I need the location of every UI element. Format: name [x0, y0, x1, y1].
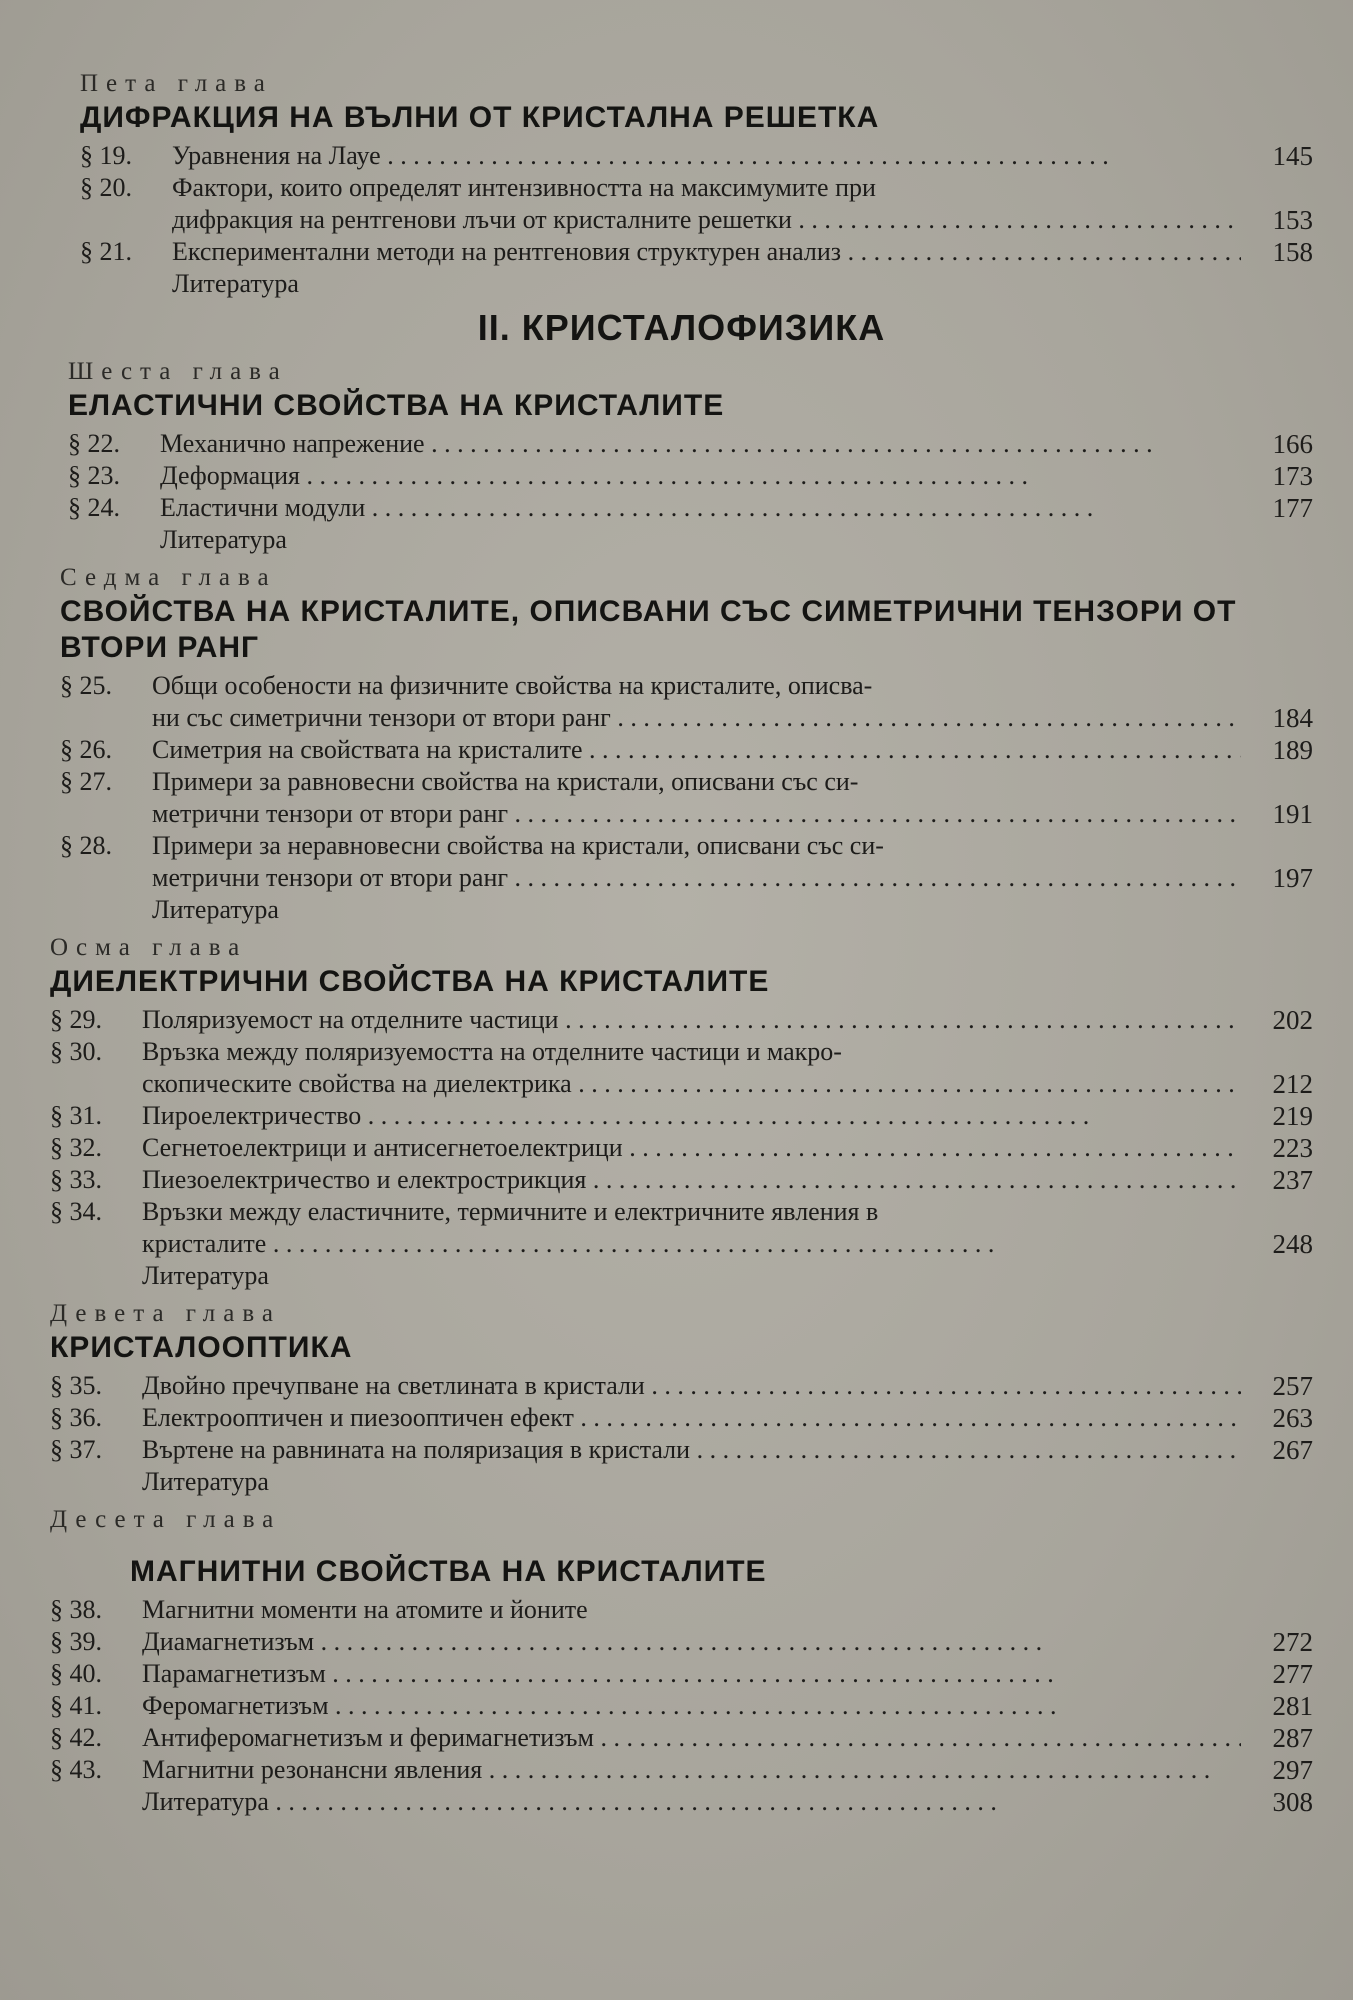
toc-entry[interactable] — [50, 1196, 1313, 1260]
section-title: Връзки между еластичните, термичните и електричните явления в — [142, 1197, 879, 1226]
section-number: § 28. — [60, 831, 112, 860]
toc-entry[interactable] — [50, 1786, 1313, 1818]
page-number: 191 — [1272, 799, 1313, 829]
section-title: Пироелектричество . . . — [142, 1100, 1241, 1132]
toc-entry[interactable] — [60, 766, 1313, 830]
page-number: 219 — [1272, 1101, 1313, 1131]
chapter-label: Десета глава — [50, 1506, 282, 1533]
section-number: § 42. — [50, 1723, 102, 1752]
page-number: 202 — [1272, 1005, 1313, 1035]
chapter-10 — [50, 1504, 1313, 1818]
chapter-6 — [68, 356, 1313, 556]
toc-entry[interactable] — [60, 670, 1313, 734]
literature-entry[interactable]: Литература — [160, 525, 287, 554]
page-number: 145 — [1272, 141, 1313, 171]
section-number: § 26. — [60, 735, 112, 764]
page-number: 267 — [1272, 1435, 1313, 1465]
section-number: § 22. — [68, 429, 120, 458]
page-number: 263 — [1272, 1403, 1313, 1433]
page-number: 177 — [1272, 493, 1313, 523]
section-title: Двойно пречупване на светлината в кристали . . . — [142, 1370, 1241, 1402]
toc-entry[interactable] — [60, 830, 1313, 894]
page-number: 166 — [1272, 429, 1313, 459]
section-number: § 39. — [50, 1627, 102, 1656]
section-title: Диамагнетизъм . . . — [142, 1626, 1241, 1658]
section-title: Еластични модули . . . — [160, 492, 1241, 524]
page-number: 281 — [1272, 1691, 1313, 1721]
section-title-cont: ни със симетрични тензори от втори ранг . . . — [152, 702, 1241, 734]
section-title: Уравнения на Лауе . . . — [172, 140, 1241, 172]
chapter-label: Шеста глава — [68, 358, 288, 385]
section-number: § 32. — [50, 1133, 102, 1162]
section-title: Връзка между поляризуемостта на отделните частици и макро- — [142, 1037, 842, 1066]
chapter-7 — [60, 562, 1313, 926]
toc-entry[interactable] — [50, 1594, 1313, 1626]
literature-entry[interactable]: Литература . . . — [142, 1786, 1241, 1818]
toc-entry[interactable] — [50, 1690, 1313, 1722]
section-title: Сегнетоелектрици и антисегнетоелектрици . . . — [142, 1132, 1241, 1164]
page-number: 212 — [1272, 1069, 1313, 1099]
toc-entry[interactable] — [50, 1658, 1313, 1690]
page-number: 277 — [1272, 1659, 1313, 1689]
toc-entry[interactable] — [68, 460, 1313, 492]
section-number: § 35. — [50, 1371, 102, 1400]
section-title: Механично напрежение . . . — [160, 428, 1241, 460]
section-title: Деформация . . . — [160, 460, 1241, 492]
section-title: Пиезоелектричество и електрострикция . . . — [142, 1164, 1241, 1196]
chapter-label: Девета глава — [50, 1300, 281, 1327]
section-number: § 24. — [68, 493, 120, 522]
section-title: Общи особености на физичните свойства на кристалите, описва- — [152, 671, 873, 700]
section-number: § 34. — [50, 1197, 102, 1226]
toc-entry[interactable] — [80, 140, 1313, 172]
chapter-title: ДИФРАКЦИЯ НА ВЪЛНИ ОТ КРИСТАЛНА РЕШЕТКА — [80, 101, 880, 134]
section-number: § 30. — [50, 1037, 102, 1066]
toc-entry[interactable] — [50, 1434, 1313, 1466]
section-title-cont: метрични тензори от втори ранг . . . — [152, 862, 1241, 894]
section-number: § 25. — [60, 671, 112, 700]
toc-entry[interactable] — [80, 236, 1313, 268]
section-number: § 33. — [50, 1165, 102, 1194]
section-title-cont: дифракция на рентгенови лъчи от кристалните решетки . . . — [172, 204, 1241, 236]
section-title-cont: кристалите . . . — [142, 1228, 1241, 1260]
chapter-label: Осма глава — [50, 934, 248, 961]
page-number: 189 — [1272, 735, 1313, 765]
section-number: § 37. — [50, 1435, 102, 1464]
page-number: 197 — [1272, 863, 1313, 893]
section-title-cont: метрични тензори от втори ранг . . . — [152, 798, 1241, 830]
toc-entry[interactable] — [50, 1370, 1313, 1402]
section-number: § 21. — [80, 237, 132, 266]
chapter-8 — [50, 932, 1313, 1292]
section-title: Магнитни резонансни явления . . . — [142, 1754, 1241, 1786]
section-title: Антиферомагнетизъм и феримагнетизъм . . . — [142, 1722, 1241, 1754]
page-number: 272 — [1272, 1627, 1313, 1657]
toc-entry[interactable] — [50, 1100, 1313, 1132]
toc-entry[interactable] — [50, 1132, 1313, 1164]
page-number: 297 — [1272, 1755, 1313, 1785]
section-number: § 36. — [50, 1403, 102, 1432]
literature-entry[interactable]: Литература — [172, 269, 299, 298]
chapter-9 — [50, 1298, 1313, 1498]
section-title: Въртене на равнината на поляризация в кристали . . . — [142, 1434, 1241, 1466]
page-number: 153 — [1272, 205, 1313, 235]
section-title: Феромагнетизъм . . . — [142, 1690, 1241, 1722]
literature-entry[interactable]: Литература — [142, 1467, 269, 1496]
chapter-title: ДИЕЛЕКТРИЧНИ СВОЙСТВА НА КРИСТАЛИТЕ — [50, 965, 770, 998]
page-number: 308 — [1272, 1787, 1313, 1817]
section-title: Фактори, които определят интензивността на максимумите при — [172, 173, 876, 202]
literature-entry[interactable]: Литература — [152, 895, 279, 924]
toc-entry[interactable] — [80, 172, 1313, 236]
toc-entry[interactable] — [50, 1626, 1313, 1658]
toc-entry[interactable] — [50, 1036, 1313, 1100]
chapter-label: Седма глава — [60, 564, 277, 591]
section-title: Примери за равновесни свойства на кристали, описвани със си- — [152, 767, 859, 796]
section-title: Магнитни моменти на атомите и йоните — [142, 1595, 588, 1624]
page-number: 237 — [1272, 1165, 1313, 1195]
toc-entry[interactable] — [50, 1004, 1313, 1036]
chapter-5 — [80, 68, 1313, 300]
page-number: 248 — [1272, 1229, 1313, 1259]
page-number: 173 — [1272, 461, 1313, 491]
section-title: Поляризуемост на отделните частици . . . — [142, 1004, 1241, 1036]
part-title: II. КРИСТАЛОФИЗИКА — [477, 307, 886, 348]
page-number: 257 — [1272, 1371, 1313, 1401]
section-number: § 40. — [50, 1659, 102, 1688]
chapter-title: ЕЛАСТИЧНИ СВОЙСТВА НА КРИСТАЛИТЕ — [68, 389, 725, 422]
toc-entry[interactable] — [50, 1402, 1313, 1434]
section-title: Парамагнетизъм . . . — [142, 1658, 1241, 1690]
section-title: Електрооптичен и пиезооптичен ефект . . . — [142, 1402, 1241, 1434]
page-number: 158 — [1272, 237, 1313, 267]
toc-entry[interactable] — [60, 734, 1313, 766]
section-title: Примери за неравновесни свойства на кристали, описвани със си- — [152, 831, 884, 860]
toc-entry[interactable] — [68, 428, 1313, 460]
toc-entry[interactable] — [68, 492, 1313, 524]
chapter-title: МАГНИТНИ СВОЙСТВА НА КРИСТАЛИТЕ — [130, 1555, 767, 1588]
page-number: 287 — [1272, 1723, 1313, 1753]
chapter-title: СВОЙСТВА НА КРИСТАЛИТЕ, ОПИСВАНИ СЪС СИМЕТРИЧНИ ТЕНЗОРИ ОТ ВТОРИ РАНГ — [60, 595, 1237, 664]
section-number: § 43. — [50, 1755, 102, 1784]
chapter-title: КРИСТАЛООПТИКА — [50, 1331, 353, 1364]
section-number: § 31. — [50, 1101, 102, 1130]
chapter-label: Пета глава — [80, 70, 273, 97]
literature-entry[interactable]: Литература — [142, 1261, 269, 1290]
section-title: Симетрия на свойствата на кристалите . . . — [152, 734, 1241, 766]
toc-entry[interactable] — [50, 1164, 1313, 1196]
section-title-cont: скопическите свойства на диелектрика . . . — [142, 1068, 1241, 1100]
section-number: § 29. — [50, 1005, 102, 1034]
page-number: 184 — [1272, 703, 1313, 733]
section-number: § 38. — [50, 1595, 102, 1624]
toc-entry[interactable] — [50, 1722, 1313, 1754]
section-number: § 41. — [50, 1691, 102, 1720]
toc-entry[interactable] — [50, 1754, 1313, 1786]
page-number: 223 — [1272, 1133, 1313, 1163]
section-number: § 27. — [60, 767, 112, 796]
section-title: Експериментални методи на рентгеновия структурен анализ . . . — [172, 236, 1241, 268]
section-number: § 19. — [80, 141, 132, 170]
section-number: § 20. — [80, 173, 132, 202]
section-number: § 23. — [68, 461, 120, 490]
